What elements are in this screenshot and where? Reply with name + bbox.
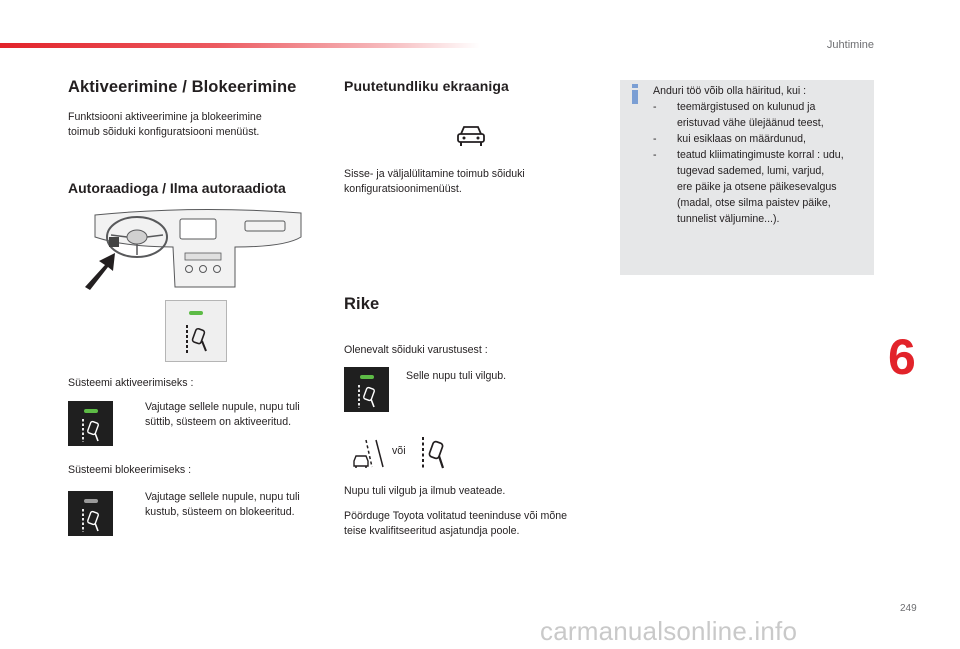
contact-text: Pöörduge Toyota volitatud teeninduse või mõne teise kvalifitseeritud asjatundja poole.: [344, 510, 568, 537]
watermark: carmanualsonline.info: [540, 616, 798, 646]
section-label: Juhtimine: [826, 39, 874, 51]
info-text: [653, 83, 868, 227]
chapter-number: 6: [888, 329, 916, 385]
lane-departure-icon: [420, 436, 448, 470]
lane-warning-icon: [352, 437, 384, 469]
fault-button-text: Selle nupu tuli vilgub.: [406, 370, 507, 382]
header-accent-bar: [0, 43, 480, 48]
info-item: - kui esiklaas on määrdunud,: [653, 133, 806, 145]
title-touchscreen: Puutetundliku ekraaniga: [344, 78, 509, 94]
activate-label: Süsteemi aktiveerimiseks :: [68, 377, 194, 389]
led-off-indicator: [84, 499, 98, 503]
arrow-icon: [85, 245, 125, 290]
lane-departure-icon: [80, 508, 102, 532]
activate-text: Vajutage sellele nupule, nupu tuli süttib, süsteem on aktiveeritud.: [145, 401, 300, 428]
lane-departure-icon: [184, 323, 210, 353]
intro-text: Funktsiooni aktiveerimine ja blokeerimine toimub sõiduki konfiguratsiooni menüüst.: [68, 111, 262, 138]
lane-assist-button-illustration: [165, 300, 227, 362]
info-item: - teatud kliimatingimuste korral : udu, tugevad sademed, lumi, varjud, ere päike ja otsene päikesevalgus (madal, otse silma paistev päike, tunnelist väljumine...).: [653, 149, 844, 225]
subtitle-radio: Autoraadioga / Ilma autoraadiota: [68, 180, 286, 196]
button-on-illustration: [68, 401, 113, 446]
lane-departure-icon: [80, 418, 102, 442]
fault-button-illustration: [344, 367, 389, 412]
title-fault: Rike: [344, 295, 380, 313]
lane-departure-icon: [356, 384, 378, 408]
led-on-indicator: [84, 409, 98, 413]
fault-intro: Olenevalt sõiduki varustusest :: [344, 344, 488, 356]
car-front-icon: [455, 124, 487, 148]
title-activation: Aktiveerimine / Blokeerimine: [68, 78, 297, 96]
fault-message: Nupu tuli vilgub ja ilmub veateade.: [344, 485, 506, 497]
info-intro: Anduri töö võib olla häiritud, kui :: [653, 85, 807, 97]
page-number: 249: [900, 603, 917, 614]
or-word: või: [392, 445, 406, 457]
touchscreen-text: Sisse- ja väljalülitamine toimub sõiduki konfiguratsioonimenüüst.: [344, 168, 525, 195]
button-off-illustration: [68, 491, 113, 536]
deactivate-text: Vajutage sellele nupule, nupu tuli kustub, süsteem on blokeeritud.: [145, 491, 300, 518]
led-blinking-indicator: [360, 375, 374, 379]
deactivate-label: Süsteemi blokeerimiseks :: [68, 464, 192, 476]
led-indicator: [189, 311, 203, 315]
info-icon: [630, 84, 640, 104]
info-item: - teemärgistused on kulunud ja eristuvad vähe ülejäänud teest,: [653, 101, 824, 129]
